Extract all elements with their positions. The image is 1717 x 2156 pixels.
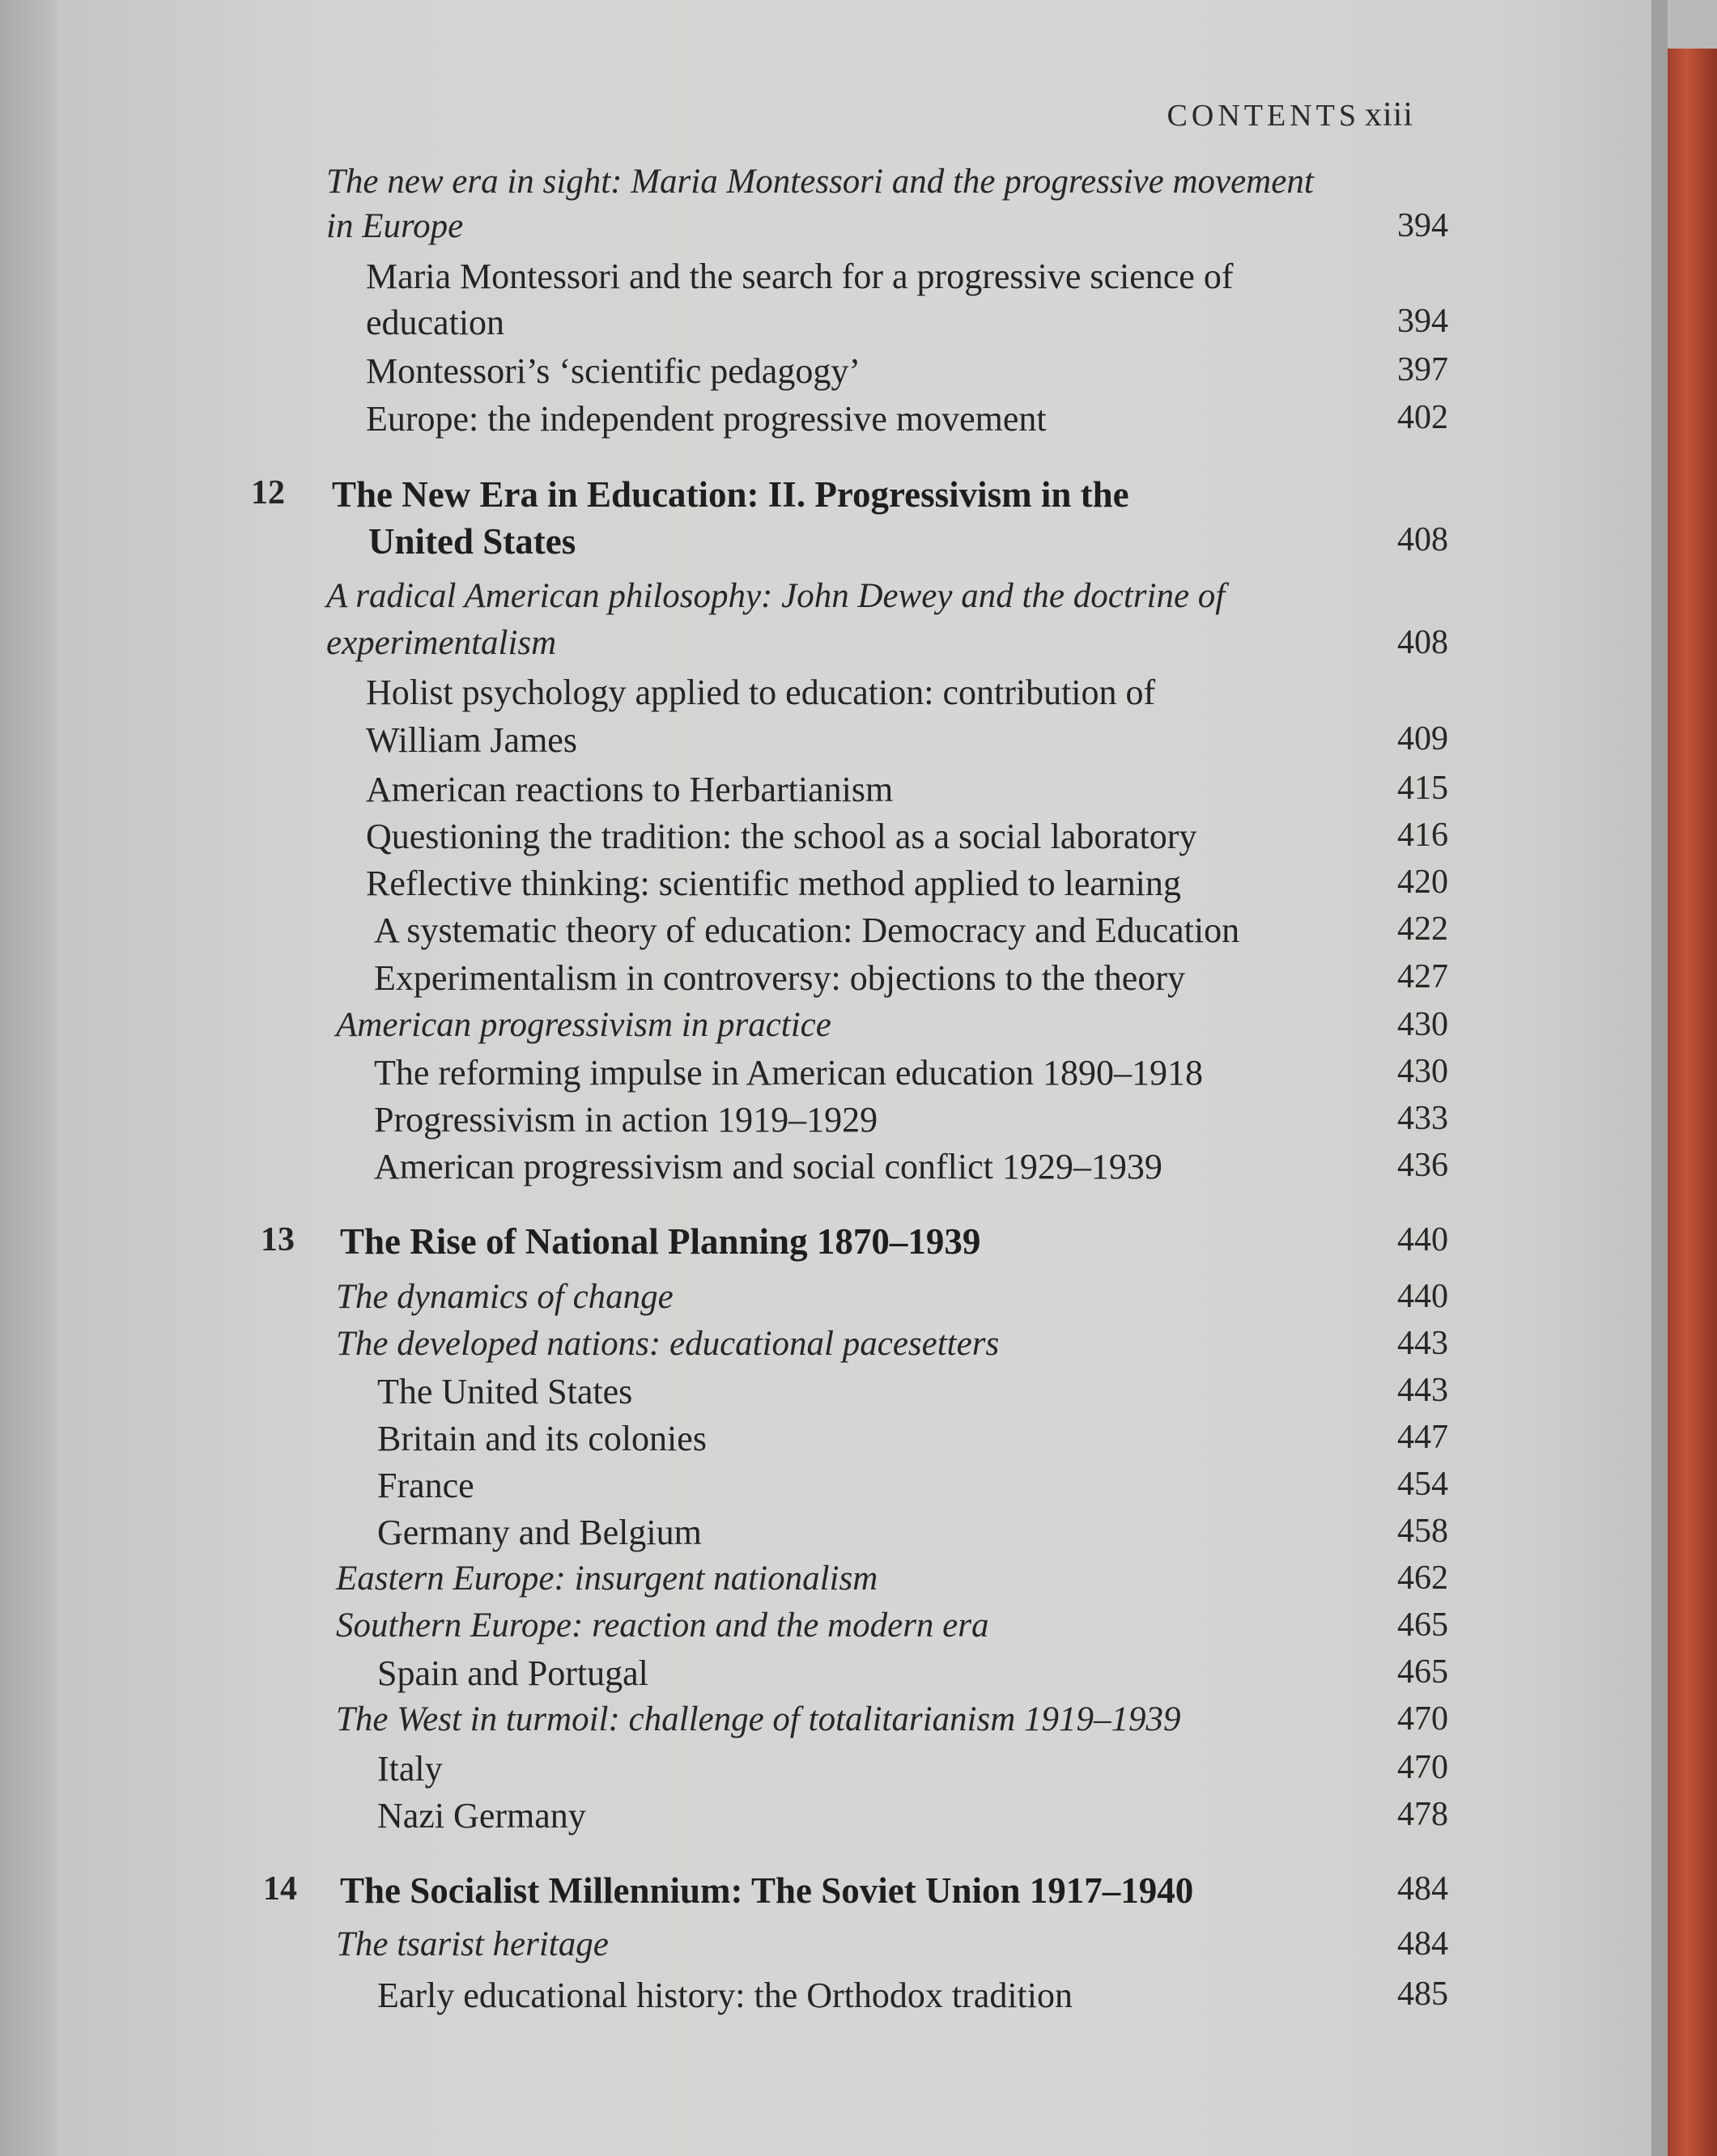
toc-section <box>0 1606 1717 1654</box>
toc-subsection <box>0 1512 1717 1560</box>
page-number: 465 <box>1397 1653 1448 1691</box>
toc-section <box>0 1005 1717 1054</box>
page-number: 415 <box>1397 770 1448 807</box>
running-header <box>1167 95 1413 134</box>
section-title: The tsarist heritage <box>336 1925 609 1963</box>
subsection-title-cont: education <box>366 303 505 342</box>
page-number: 430 <box>1397 1053 1448 1090</box>
page-number: 443 <box>1397 1372 1448 1409</box>
page-number: 436 <box>1397 1147 1448 1184</box>
page-number: 440 <box>1397 1221 1448 1258</box>
toc-subsection <box>0 910 1717 958</box>
toc-section-cont <box>0 206 1717 255</box>
section-title: The new era in sight: Maria Montessori and the progressive movement <box>326 163 1314 201</box>
toc-section <box>0 1925 1717 1973</box>
subsection-title: Questioning the tradition: the school as a social laboratory <box>366 817 1197 856</box>
subsection-title: Maria Montessori and the search for a progressive science of <box>366 257 1234 296</box>
section-title: The developed nations: educational pacesetters <box>336 1325 1000 1363</box>
toc-section <box>0 1559 1717 1607</box>
section-title: The West in turmoil: challenge of totalitarianism 1919–1939 <box>336 1700 1181 1738</box>
toc-subsection <box>0 350 1717 399</box>
toc-section <box>0 1700 1717 1748</box>
toc-subsection <box>0 769 1717 817</box>
page-number: 433 <box>1397 1100 1448 1137</box>
subsection-title: Progressivism in action 1919–1929 <box>374 1100 878 1140</box>
subsection-title: The reforming impulse in American education 1890–1918 <box>374 1053 1203 1093</box>
page-number: 408 <box>1397 624 1448 661</box>
toc-chapter-cont <box>0 520 1717 569</box>
page-number: 470 <box>1397 1749 1448 1786</box>
section-title: Eastern Europe: insurgent nationalism <box>336 1560 878 1598</box>
chapter-title: The Socialist Millennium: The Soviet Union 1917–1940 <box>340 1870 1194 1911</box>
section-title: Southern Europe: reaction and the modern era <box>336 1606 989 1645</box>
section-title-cont: experimentalism <box>326 624 557 662</box>
toc-section-cont <box>0 623 1717 672</box>
toc-subsection-cont <box>0 719 1717 768</box>
section-title: The dynamics of change <box>336 1278 674 1316</box>
page-number: 470 <box>1397 1700 1448 1738</box>
subsection-title: Montessori’s ‘scientific pedagogy’ <box>366 351 861 391</box>
subsection-title: Reflective thinking: scientific method applied to learning <box>366 864 1181 903</box>
subsection-title: A systematic theory of education: Democracy and Education <box>374 910 1240 950</box>
page-number: 409 <box>1397 720 1448 758</box>
page-number: 422 <box>1397 910 1448 948</box>
subsection-title: Nazi Germany <box>377 1796 586 1836</box>
toc-subsection <box>0 816 1717 864</box>
toc-chapter <box>0 1220 1717 1269</box>
section-title: American progressivism in practice <box>336 1006 831 1044</box>
toc-subsection-cont <box>0 302 1717 350</box>
subsection-title-cont: William James <box>366 720 577 760</box>
page-number: 462 <box>1397 1560 1448 1597</box>
toc-section <box>0 1324 1717 1373</box>
toc-subsection <box>0 1975 1717 2023</box>
section-title-cont: in Europe <box>326 207 464 245</box>
toc-section <box>0 162 1717 210</box>
chapter-title: The New Era in Education: II. Progressivism in the <box>332 474 1129 515</box>
toc-subsection <box>0 1371 1717 1420</box>
page-number: 440 <box>1397 1278 1448 1315</box>
subsection-title: American progressivism and social conflict 1929–1939 <box>374 1147 1162 1186</box>
subsection-title: Germany and Belgium <box>377 1513 702 1552</box>
chapter-title-cont: United States <box>368 521 576 562</box>
toc-subsection <box>0 1418 1717 1466</box>
page-number: 484 <box>1397 1925 1448 1963</box>
toc-subsection <box>0 1748 1717 1797</box>
section-title: A radical American philosophy: John Dewey and the doctrine of <box>326 577 1226 615</box>
page-number: 416 <box>1397 817 1448 854</box>
subsection-title: Italy <box>377 1749 443 1789</box>
toc-subsection <box>0 1465 1717 1513</box>
subsection-title: Britain and its colonies <box>377 1419 707 1458</box>
toc-subsection <box>0 1795 1717 1844</box>
page-number: 394 <box>1397 207 1448 244</box>
page-number: 420 <box>1397 864 1448 901</box>
toc-chapter <box>0 1870 1717 1918</box>
page-number: 394 <box>1397 303 1448 340</box>
chapter-title: The Rise of National Planning 1870–1939 <box>340 1221 981 1262</box>
subsection-title: Spain and Portugal <box>377 1653 648 1693</box>
toc-subsection <box>0 1653 1717 1701</box>
toc-section <box>0 1277 1717 1326</box>
toc-subsection <box>0 398 1717 447</box>
page-number: 485 <box>1397 1976 1448 2013</box>
subsection-title: Experimentalism in controversy: objections to the theory <box>374 958 1185 998</box>
page-number: 458 <box>1397 1513 1448 1550</box>
page-number: 454 <box>1397 1466 1448 1503</box>
toc-subsection <box>0 1052 1717 1101</box>
subsection-title: France <box>377 1466 474 1505</box>
subsection-title: Europe: the independent progressive movement <box>366 399 1047 439</box>
page-number: 447 <box>1397 1419 1448 1456</box>
chapter-number: 13 <box>261 1221 295 1258</box>
toc-subsection <box>0 1146 1717 1195</box>
toc-subsection <box>0 672 1717 720</box>
subsection-title: Holist psychology applied to education: contribution of <box>366 673 1156 712</box>
page-number: 465 <box>1397 1606 1448 1644</box>
page-number: 427 <box>1397 958 1448 995</box>
chapter-number: 12 <box>251 474 285 511</box>
header-label: CONTENTS <box>1167 99 1360 133</box>
page-number: 402 <box>1397 399 1448 436</box>
subsection-title: Early educational history: the Orthodox tradition <box>377 1976 1073 2015</box>
toc-chapter <box>0 473 1717 522</box>
page-number: 408 <box>1397 521 1448 558</box>
toc-subsection <box>0 256 1717 304</box>
page-number: 478 <box>1397 1796 1448 1833</box>
page-number: 484 <box>1397 1870 1448 1908</box>
page-number: 397 <box>1397 351 1448 388</box>
toc-subsection <box>0 957 1717 1006</box>
toc-subsection <box>0 1099 1717 1148</box>
toc-subsection <box>0 863 1717 911</box>
subsection-title: American reactions to Herbartianism <box>366 770 894 809</box>
subsection-title: The United States <box>377 1372 633 1411</box>
page-number: 443 <box>1397 1325 1448 1362</box>
chapter-number: 14 <box>263 1870 297 1908</box>
toc-section <box>0 576 1717 625</box>
header-page-number: xiii <box>1364 96 1413 134</box>
page-number: 430 <box>1397 1006 1448 1043</box>
